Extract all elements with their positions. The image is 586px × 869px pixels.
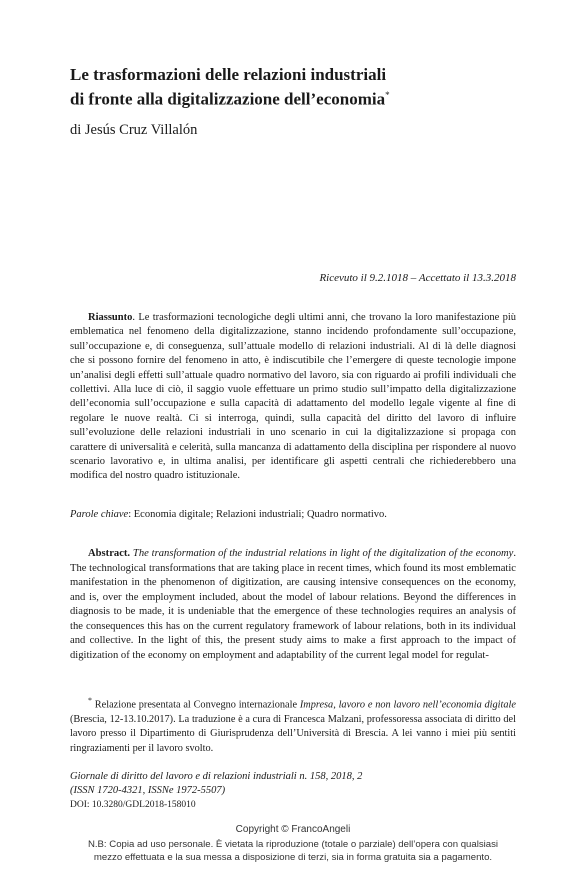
abstract-title: The transformation of the industrial relations in light of the digitalization of the economy xyxy=(130,548,514,559)
riassunto-paragraph xyxy=(70,311,516,484)
usage-notice xyxy=(0,838,586,864)
abstract-label: Abstract. xyxy=(88,548,131,559)
journal-citation xyxy=(70,770,362,798)
footnote-text-a: Relazione presentata al Convegno internazionale xyxy=(92,699,300,711)
journal-line-2: (ISSN 1720-4321, ISSNe 1972-5507) xyxy=(70,785,226,796)
article-title xyxy=(70,64,510,110)
abstract-text: . The technological transformations that are taking place in recent times, which found its most emblematic manifestation in the phenomenon of digitization, are causing intensive consequences on the economy, and is, over the employment included, about the model of labour relations. Beyond the differences in diagnosis to be made, it is undeniable that the emergence of these technologies requires an analysis of the consequences this has on the current regulatory framework of labour relations, both in its individual and collective. In the light of this, the present study aims to make a first approach to the impact of digitization of the economy on employment and adaptability of the current legal model for regulat- xyxy=(70,548,516,661)
footnote-text-b: (Brescia, 12-13.10.2017). La traduzione è a cura di Francesca Malzani, professoressa associata di diritto del lavoro presso il Dipartimento di Giurisprudenza dell’Università di Brescia. A lei vanno i miei più sentiti ringraziamenti per il lavoro svolto. xyxy=(70,713,516,754)
riassunto-label: Riassunto xyxy=(88,312,133,323)
title-line-2 xyxy=(70,85,510,110)
title-line-2-text: di fronte alla digitalizzazione dell’economia xyxy=(70,89,386,109)
copyright-notice: Copyright © FrancoAngeli xyxy=(235,824,351,835)
footnote-mark: * xyxy=(88,696,92,705)
footnote xyxy=(70,694,516,756)
usage-notice-line-1: N.B: Copia ad uso personale. È vietata la riproduzione (totale o parziale) dell’opera con qualsiasi xyxy=(87,839,499,850)
keywords-paragraph xyxy=(70,508,516,522)
footnote-conference-title: Impresa, lavoro e non lavoro nell’economia digitale xyxy=(299,699,516,711)
abstract-paragraph xyxy=(70,547,516,663)
journal-line-1: Giornale di diritto del lavoro e di relazioni industriali n. 158, 2018, 2 xyxy=(70,771,363,782)
riassunto-text: . Le trasformazioni tecnologiche degli ultimi anni, che trovano la loro manifestazione più emblematica nel fenomeno della digitalizzazione, stanno incidendo profondamente sull’occupazione, sull’occupazione e, di conseguenza, sull’attuale modello di relazioni industriali. Al di là delle diagnosi che si possono fornire del fenomeno in atto, è indiscutibile che l’emergere di queste tecnologie impone un’analisi degli effetti sull’attuale quadro normativo del lavoro, sia con riguardo ai profili individuali che collettivi. Alla luce di ciò, il saggio vuole effettuare un primo studio sull’impatto della digitalizzazione dell’economia sull’occupazione e sulla capacità di adattamento del modello legale vigente al fine di regolare le nuove realtà. Ci si interroga, quindi, sulla capacità del diritto del lavoro di influire sull’evoluzione delle relazioni industriali in uno scenario in cui la digitalizzazione si propaga con carattere di universalità e celerità, sulla mancanza di adattamento della disciplina per rispondere al nuovo scenario lavorativo e, in ultima analisi, per identificare gli aspetti centrali che richiederebbero una modifica del nostro quadro istituzionale. xyxy=(70,312,516,482)
received-accepted-dates: Ricevuto il 9.2.1018 – Accettato il 13.3.2018 xyxy=(319,272,516,284)
title-line-1: Le trasformazioni delle relazioni industriali xyxy=(70,65,387,84)
title-footnote-mark: * xyxy=(385,90,390,100)
keywords-text: : Economia digitale; Relazioni industriali; Quadro normativo. xyxy=(128,509,387,520)
usage-notice-line-2: mezzo effettuata e la sua messa a disposizione di terzi, sia in forma gratuita sia a pagamento. xyxy=(93,852,493,863)
author-byline: di Jesús Cruz Villalón xyxy=(70,122,198,138)
doi: DOI: 10.3280/GDL2018-158010 xyxy=(70,800,196,810)
keywords-label: Parole chiave xyxy=(70,509,129,520)
